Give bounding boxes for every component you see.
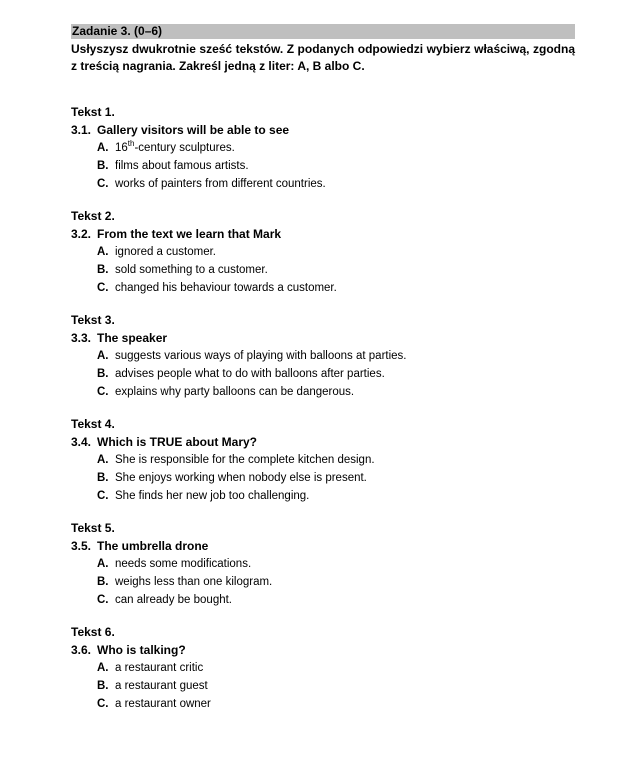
question-number: 3.1. xyxy=(71,123,92,137)
option-letter[interactable]: C. xyxy=(97,698,109,710)
question-3-2 xyxy=(71,225,575,243)
question-number: 3.4. xyxy=(71,435,92,449)
option-text: works of painters from different countries. xyxy=(115,178,326,190)
option-b[interactable] xyxy=(71,365,575,383)
question-3-5 xyxy=(71,537,575,555)
option-text: She is responsible for the complete kitchen design. xyxy=(115,454,375,466)
option-letter[interactable]: A. xyxy=(97,662,109,674)
question-number: 3.6. xyxy=(71,643,92,657)
options-list xyxy=(71,451,575,505)
question-text: The umbrella drone xyxy=(97,539,209,553)
option-text: She enjoys working when nobody else is present. xyxy=(115,472,367,484)
text-title: Tekst 4. xyxy=(71,417,115,431)
task-header: Zadanie 3. (0–6) xyxy=(71,24,575,39)
question-3-3 xyxy=(71,329,575,347)
exam-page xyxy=(71,24,575,727)
option-c[interactable] xyxy=(71,591,575,609)
text-block-5 xyxy=(71,519,575,609)
option-b[interactable] xyxy=(71,573,575,591)
option-text: weighs less than one kilogram. xyxy=(115,576,273,588)
text-block-3 xyxy=(71,311,575,401)
option-b[interactable] xyxy=(71,157,575,175)
spacer xyxy=(71,75,575,103)
option-a[interactable] xyxy=(71,555,575,573)
option-a[interactable] xyxy=(71,659,575,677)
option-c[interactable] xyxy=(71,383,575,401)
question-number: 3.2. xyxy=(71,227,92,241)
task-instructions: Usłyszysz dwukrotnie sześć tekstów. Z podanych odpowiedzi wybierz właściwą, zgodną z treścią nagrania. Zakreśl jedną z liter: A, B albo C. xyxy=(71,42,575,73)
option-letter[interactable]: A. xyxy=(97,454,109,466)
option-text: changed his behaviour towards a customer. xyxy=(115,282,337,294)
text-title: Tekst 3. xyxy=(71,313,115,327)
option-b[interactable] xyxy=(71,677,575,695)
text-block-1 xyxy=(71,103,575,193)
option-text xyxy=(115,139,235,157)
option-b[interactable] xyxy=(71,261,575,279)
options-list xyxy=(71,139,575,193)
text-title: Tekst 6. xyxy=(71,625,115,639)
option-letter[interactable]: B. xyxy=(97,160,109,172)
question-text: From the text we learn that Mark xyxy=(97,227,282,241)
option-c[interactable] xyxy=(71,175,575,193)
option-letter[interactable]: B. xyxy=(97,680,109,692)
option-text: can already be bought. xyxy=(115,594,233,606)
option-a[interactable] xyxy=(71,243,575,261)
option-c[interactable] xyxy=(71,279,575,297)
text-title: Tekst 1. xyxy=(71,105,115,119)
question-text: The speaker xyxy=(97,331,168,345)
option-letter[interactable]: A. xyxy=(97,142,109,154)
question-3-4 xyxy=(71,433,575,451)
option-letter[interactable]: C. xyxy=(97,594,109,606)
option-text: advises people what to do with balloons after parties. xyxy=(115,368,385,380)
question-text: Gallery visitors will be able to see xyxy=(97,123,290,137)
option-letter[interactable]: C. xyxy=(97,282,109,294)
option-text: a restaurant guest xyxy=(115,680,208,692)
option-letter[interactable]: C. xyxy=(97,490,109,502)
question-text: Who is talking? xyxy=(97,643,186,657)
option-text-superscript: th xyxy=(127,139,135,149)
text-block-6 xyxy=(71,623,575,713)
option-a[interactable] xyxy=(71,347,575,365)
option-text-rest: -century sculptures. xyxy=(134,142,235,154)
question-number: 3.3. xyxy=(71,331,92,345)
option-letter[interactable]: B. xyxy=(97,264,109,276)
option-a[interactable] xyxy=(71,139,575,157)
question-3-6 xyxy=(71,641,575,659)
option-letter[interactable]: B. xyxy=(97,576,109,588)
option-letter[interactable]: A. xyxy=(97,350,109,362)
option-text: films about famous artists. xyxy=(115,160,249,172)
text-title: Tekst 5. xyxy=(71,521,115,535)
options-list xyxy=(71,659,575,713)
options-list xyxy=(71,243,575,297)
option-letter[interactable]: A. xyxy=(97,558,109,570)
option-b[interactable] xyxy=(71,469,575,487)
options-list xyxy=(71,555,575,609)
option-text: explains why party balloons can be dangerous. xyxy=(115,386,355,398)
option-text: suggests various ways of playing with balloons at parties. xyxy=(115,350,407,362)
question-number: 3.5. xyxy=(71,539,92,553)
option-text-number: 16 xyxy=(115,142,128,154)
question-3-1 xyxy=(71,121,575,139)
question-text: Which is TRUE about Mary? xyxy=(97,435,258,449)
option-letter[interactable]: A. xyxy=(97,246,109,258)
option-text: ignored a customer. xyxy=(115,246,217,258)
option-text: She finds her new job too challenging. xyxy=(115,490,310,502)
option-text: a restaurant critic xyxy=(115,662,204,674)
option-letter[interactable]: B. xyxy=(97,472,109,484)
option-letter[interactable]: C. xyxy=(97,386,109,398)
text-block-4 xyxy=(71,415,575,505)
option-text: needs some modifications. xyxy=(115,558,252,570)
text-block-2 xyxy=(71,207,575,297)
option-c[interactable] xyxy=(71,487,575,505)
text-title: Tekst 2. xyxy=(71,209,115,223)
option-letter[interactable]: C. xyxy=(97,178,109,190)
option-c[interactable] xyxy=(71,695,575,713)
option-text: a restaurant owner xyxy=(115,698,211,710)
option-text: sold something to a customer. xyxy=(115,264,268,276)
options-list xyxy=(71,347,575,401)
option-letter[interactable]: B. xyxy=(97,368,109,380)
option-a[interactable] xyxy=(71,451,575,469)
